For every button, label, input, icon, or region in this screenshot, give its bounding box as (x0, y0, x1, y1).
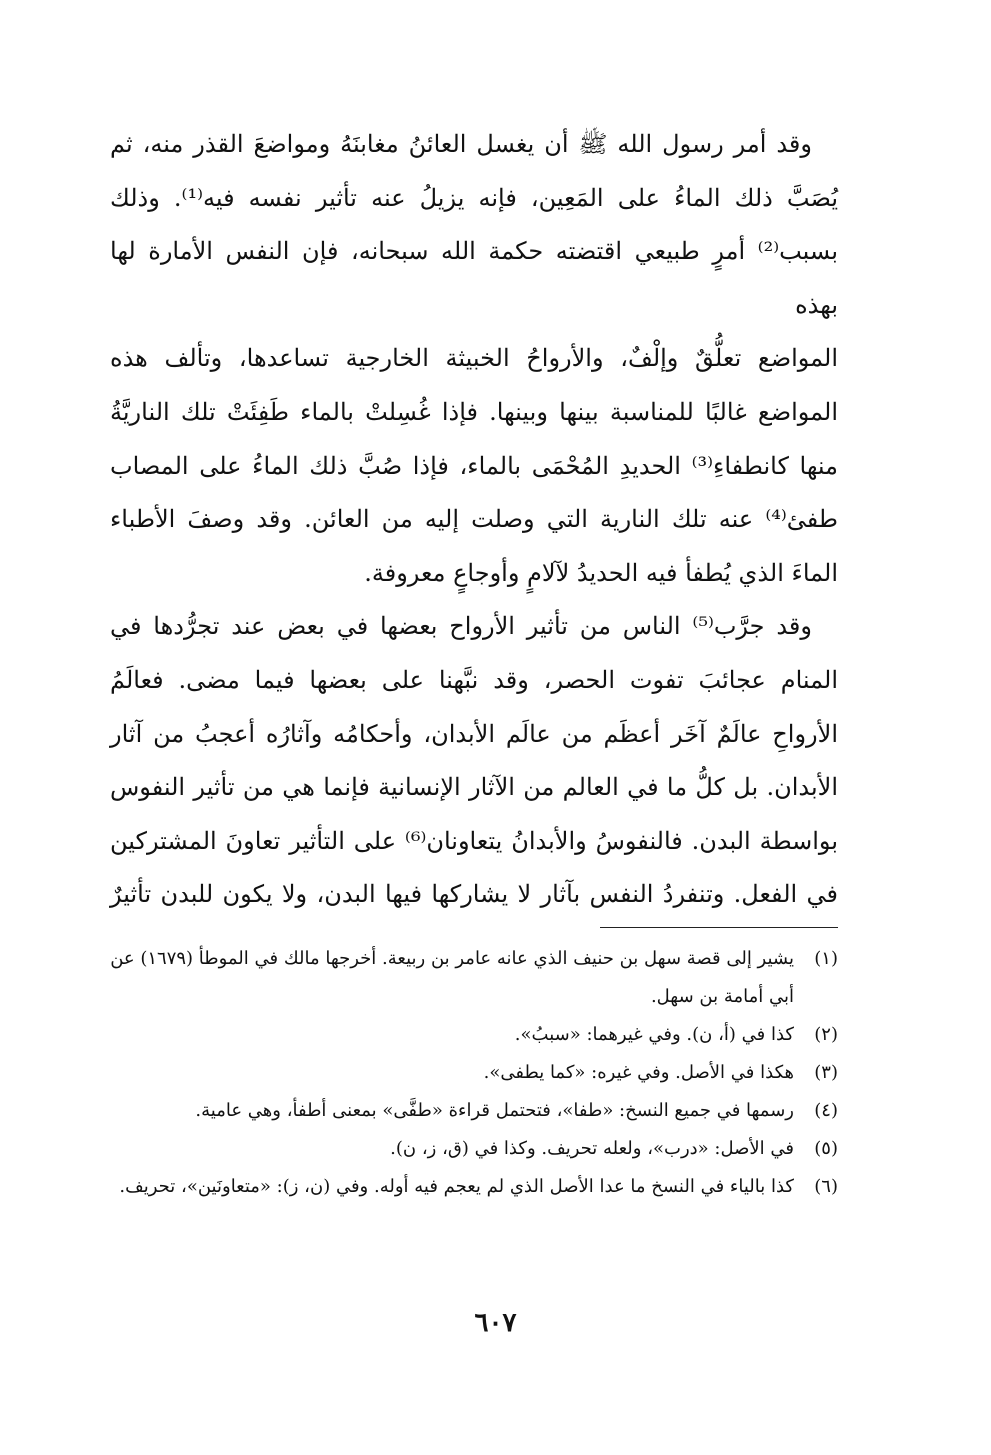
footnote-number: (٢) (814, 1024, 838, 1045)
text-line: يُصَبَّ ذلك الماءُ على المَعِين، فإنه يزيلُ عنه تأثير نفسه فيه⁽¹⁾. وذلك (110, 183, 838, 212)
text-line: المواضع تعلُّقٌ وإلْفٌ، والأرواحُ الخبيثة الخارجية تساعدها، وتألف هذه (110, 344, 838, 373)
text-line: في الفعل. وتنفردُ النفس بآثار لا يشاركها فيها البدن، ولا يكون للبدن تأثيرٌ (110, 880, 838, 909)
footnotes (106, 940, 838, 1206)
page-number: ٦٠٧ (474, 1308, 517, 1338)
footnote-text: في الأصل: «درب»، ولعله تحريف. وكذا في (ق، ز، ن). (390, 1138, 794, 1159)
footnote-number: (٤) (814, 1100, 838, 1121)
footnote-number: (١) (814, 948, 838, 969)
footnote-text: هكذا في الأصل. وفي غيره: «كما يطفى». (483, 1062, 794, 1083)
footnote-text: يشير إلى قصة سهل بن حنيف الذي عانه عامر بن ربيعة. أخرجها مالك في الموطأ (١٦٧٩) عن أبي أمامة بن سهل. (110, 948, 794, 1007)
footnote-number: (٥) (814, 1138, 838, 1159)
text-line: بواسطة البدن. فالنفوسُ والأبدانُ يتعاونان⁽⁶⁾ على التأثير تعاونَ المشتركين (110, 826, 838, 855)
footnote-1 (106, 940, 838, 1016)
text-line: المواضع غالبًا للمناسبة بينها وبينها. فإذا غُسِلتْ بالماء طَفِئَتْ تلك الناريَّةُ (110, 397, 838, 426)
footnote-text: كذا في (أ، ن). وفي غيرهما: «سببُ». (514, 1024, 794, 1045)
text-line: وقد جرَّب⁽⁵⁾ الناس من تأثير الأرواح بعضها في بعض عند تجرُّدها في (110, 612, 812, 641)
footnote-5 (106, 1130, 838, 1168)
footnote-number: (٣) (814, 1062, 838, 1083)
text-line: الأبدان. بل كلُّ ما في العالم من الآثار الإنسانية فإنما هي من تأثير النفوس (110, 773, 839, 802)
footnote-4 (106, 1092, 838, 1130)
text-line: منها كانطفاءِ⁽³⁾ الحديدِ المُحْمَى بالماء، فإذا صُبَّ ذلك الماءُ على المصاب (110, 451, 839, 480)
footnote-3 (106, 1054, 838, 1092)
text-line: بسبب⁽²⁾ أمرٍ طبيعي اقتضته حكمة الله سبحانه، فإن النفس الأمارة لها بهذه (110, 237, 838, 319)
paragraph-1 (110, 118, 838, 600)
footnote-separator (600, 927, 838, 928)
footnote-6 (106, 1168, 838, 1206)
text-line: المنام عجائبَ تفوت الحصر، وقد نبَّهنا على بعضها فيما مضى. فعالَمُ (110, 665, 838, 694)
footnote-number: (٦) (814, 1176, 838, 1197)
footnote-text: كذا بالياء في النسخ ما عدا الأصل الذي لم يعجم فيه أوله. وفي (ن، ز): «متعاونَين»، تحريف. (119, 1176, 794, 1197)
text-line: الأرواحِ عالَمٌ آخَر أعظَم من عالَم الأبدان، وأحكامُه وآثارُه أعجبُ من آثار (110, 719, 838, 748)
text-line: الماءَ الذي يُطفأ فيه الحديدُ لآلامٍ وأوجاعٍ معروفة. (364, 558, 838, 587)
paragraph-2 (110, 600, 838, 922)
footnote-text: رسمها في جميع النسخ: «طفا»، فتحتمل قراءة «طفَّى» بمعنى أطفأ، وهي عامية. (195, 1100, 794, 1121)
text-line: طفئ⁽⁴⁾ عنه تلك النارية التي وصلت إليه من العائن. وقد وصفَ الأطباء (110, 505, 838, 534)
text-line: وقد أمر رسول الله ﷺ أن يغسل العائنُ مغابنَهُ ومواضعَ القذر منه، ثم (110, 130, 812, 158)
main-text (110, 118, 838, 922)
footnote-2 (106, 1016, 838, 1054)
